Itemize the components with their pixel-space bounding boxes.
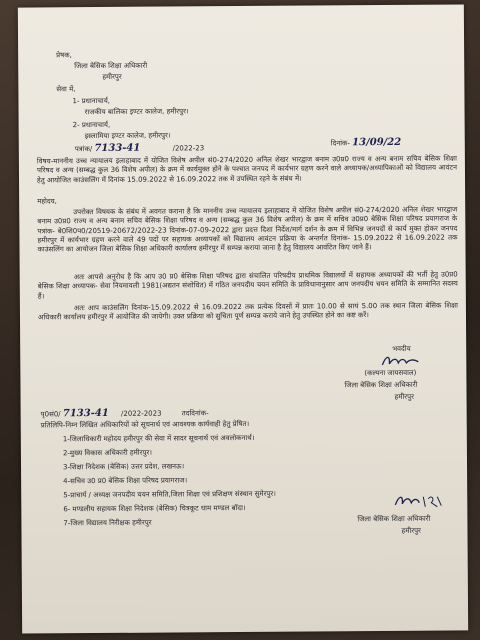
letter-page [18, 4, 468, 633]
copy-item-1: 1-जिलाधिकारी महोदय हमीरपुर की सेवा में सादर सूचनार्थ एवं अवलोकनार्थ। [62, 433, 255, 444]
copy-signatory-place: हमीरपुर [401, 526, 421, 535]
recipient-2: 2- प्रधानाचार्य, [72, 120, 111, 130]
from-label: प्रेषक, [56, 51, 72, 60]
signature-2-scribble [393, 491, 445, 511]
copy-signatory-title: जिला बेसिक शिक्षा अधिकारी [357, 514, 431, 524]
recipient-2-school: इस्लामिया इण्टर कालेज, हमीरपुर। [84, 131, 171, 141]
recipient-1-school: राजकीय बालिका इण्टर कालेज, हमीरपुर। [84, 107, 189, 117]
signatory-place: हमीरपुर [394, 392, 414, 401]
recipient-1: 1- प्रधानाचार्य, [72, 96, 111, 106]
reference-year: /2022-23 [172, 144, 205, 153]
closing: भवदीय [392, 344, 411, 353]
copy-reference-prefix: पृ0सं0/ [40, 410, 61, 419]
body-paragraph-1: उपरोक्त विषयक के संबंध में अवगत कराना है कि माननीय उच्च न्यायालय इलाहाबाद में योजित विशेष अपील सं0-274/2020 अनिल शेखर भारद्वाज बनाम उ0प्र0 राज्य व अन्य बनाम सचिव बेसिक शिक्षा परिषद व अन्य (सम्बद्ध कुल 36 विशेष अपील) के क्रम में सचिव उ0प्र0 बेसिक शिक्षा परिषद प्रयागराज के पत्रांक- बे0शि0प0/20519-20672/2022-23 दिनांक-07-09-2022 द्वारा प्रदत्त दिशा निर्देश/मार्ग दर्शन के क्रम में विभिन्न जनपदों से कार्य मुक्त होकर जनपद हमीरपुर में कार्यभार ग्रहण करने वाले 49 पदों पर सहायक अध्यापकों को विद्यालय आवंटन प्रक्रिया के अन्तर्गत दिनांक- 15.09.2022 से 16.09.2022 तक काउंसलिंग का आयोजन जिला बेसिक शिक्षा अधिकारी कार्यालय हमीरपुर में सम्पन्न कराया जाना है हेतु विद्यालय आवंटित किए जाने हैं। [37, 205, 458, 254]
copy-date-label: तददिनांक- [181, 409, 209, 418]
signature-1-scribble [380, 353, 420, 369]
reference-number [75, 143, 204, 154]
reference-prefix: पत्रांक/ [74, 145, 93, 154]
to-label: सेवा में, [56, 85, 76, 94]
date-label: दिनांक- [330, 139, 350, 148]
reference-handwritten-number: 7133-41 [94, 142, 141, 155]
salutation: महोदय, [37, 197, 57, 206]
signatory-name: (कल्पना जायसवाल) [364, 368, 417, 378]
copy-item-6: 6- मण्डलीय सहायक शिक्षा निदेशक (बेसिक) चित्रकूट धाम मण्डल बॉदा। [63, 503, 246, 514]
copy-reference [41, 408, 209, 419]
signature-2 [393, 491, 445, 511]
copy-item-7: 7-जिला विद्यालय निरीक्षक हमीरपुर [63, 518, 152, 528]
copy-item-2: 2-मुख्य विकास अधिकारी हमीरपुर। [62, 448, 152, 458]
sender-name: जिला बेसिक शिक्षा अधिकारी [74, 61, 148, 71]
body-paragraph-2: अतः आपसे अनुरोध है कि आप उ0 प्र0 बेसिक शिक्षा परिषद द्वारा संचालित परिषदीय प्राथमिक विद्यालयों में सहायक अध्यापकों की भर्ती हेतु उ0प्र0 बेसिक शिक्षा अध्यापक- सेवा नियमावली 1981(अद्यतन संशोधित) में गठित जनपदीय चयन समिति के प्राविधानानुसार आप जनपदीय चयन समिति के सम्मानित सदस्य हैं। [37, 270, 458, 301]
body-paragraph-3: अतः आप काउंसलिंग दिनांक-15.09.2022 से 16.09.2022 तक प्रत्येक दिवसों में प्रातः 10.00 से सायं 5.00 तक स्थान जिला बेसिक शिक्षा अधिकारी कार्यालय हमीरपुर में आयोजित की जायेगी। उक्त प्रक्रिया को सुचिता पूर्ण सम्पन्न कराये जाने हेतु उपस्थित होने का कष्ट करें। [37, 301, 458, 322]
copy-item-4: 4-सचिव उ0 प्र0 बेसिक शिक्षा परिषद प्रयागराज। [63, 476, 188, 486]
signature-1 [380, 353, 420, 369]
copy-item-5: 5-प्राचार्य / अध्यक्ष जनपदीय चयन समिति,जिला शिक्षा एवं प्रशिक्षण संस्थान सुमेरपुर। [63, 489, 276, 500]
date-handwritten: 13/09/22 [352, 136, 402, 149]
copy-intro: प्रतिलिपि-निम्न लिखित अधिकारियों को सूचनार्थ एवं आवश्यक कार्यवाही हेतु प्रेषित। [40, 419, 250, 430]
sender-place: हमीरपुर [102, 72, 122, 81]
letter-date [331, 138, 402, 149]
copy-reference-handwritten: 7133-41 [62, 407, 109, 420]
signatory-title: जिला बेसिक शिक्षा अधिकारी [344, 380, 418, 390]
copy-reference-year: /2022-2023 [120, 409, 162, 418]
subject: विषय-माननीय उच्च न्यायालय इलाहाबाद में योजित विशेष अपील सं0-274/2020 अनिल शेखर भारद्वाज बनाम उ0प्र0 राज्य व अन्य बनाम सचिव बेसिक शिक्षा परिषद व अन्य (सम्बद्ध कुल 36 विशेष अपील) के क्रम में कार्यमुक्त होने के पश्चात जनपद में कार्यभार ग्रहण करने वाले अध्यापक/अध्यापिकाओं को विद्यालय आवंटन हेतु आयोजित काउंसलिंग में दिनांक 15.09.2022 से 16.09.2022 तक में उपस्थित रहने के संबंध में। [36, 154, 457, 185]
copy-item-3: 3-शिक्षा निदेशक (बेसिक) उत्तर प्रदेश, लखनऊ। [63, 462, 185, 472]
